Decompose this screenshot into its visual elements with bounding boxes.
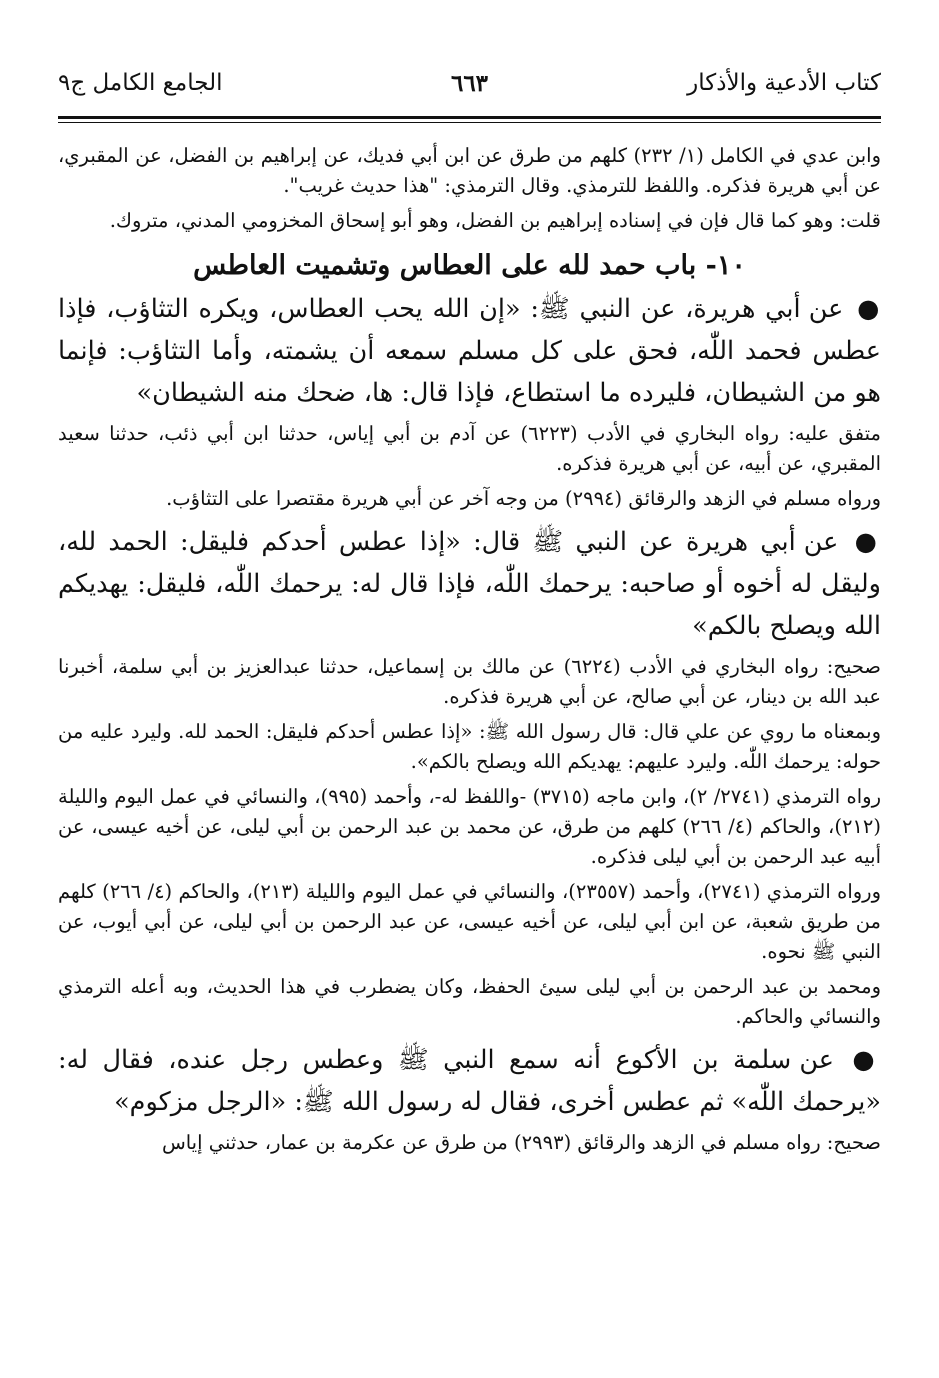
footnote-paragraph: قلت: وهو كما قال فإن في إسناده إبراهيم بن الفضل، وهو أبو إسحاق المخزومي المدني، متروك. xyxy=(109,209,881,232)
header-volume-title: الجامع الكامل ج٩ xyxy=(58,70,223,96)
footnote-paragraph: ورواه مسلم في الزهد والرقائق (٢٩٩٤) من وجه آخر عن أبي هريرة مقتصرا على التثاؤب. xyxy=(166,487,881,510)
book-page xyxy=(58,70,881,1158)
hadith-text: عن أبي هريرة عن النبي ﷺ قال: «إذا عطس أحدكم فليقل: الحمد لله، وليقل له أخوه أو صاحبه: يرحمك اللّٰه، فإذا قال له: يرحمك اللّٰه، فليقل: يهديكم الله ويصلح بالكم» xyxy=(58,527,881,641)
header-rule-thin xyxy=(58,122,881,123)
page-number: ٦٦٣ xyxy=(450,70,489,97)
bullet-icon: ● xyxy=(857,294,881,324)
hadith-text: عن أبي هريرة، عن النبي ﷺ: «إن الله يحب العطاس، ويكره التثاؤب، فإذا عطس فحمد اللّٰه، فحق على كل مسلم سمعه أن يشمته، وأما التثاؤب: فإنما هو من الشيطان، فليرده ما استطاع، فإذا قال: ها، ضحك منه الشيطان» xyxy=(58,294,881,408)
bullet-icon: ● xyxy=(854,527,881,557)
footnote-paragraph: صحيح: رواه مسلم في الزهد والرقائق (٢٩٩٣) من طرق عن عكرمة بن عمار، حدثني إياس xyxy=(161,1131,881,1154)
hadith-paragraph xyxy=(58,1039,881,1123)
footnote-paragraph: متفق عليه: رواه البخاري في الأدب (٦٢٢٣) عن آدم بن أبي إياس، حدثنا ابن أبي ذئب، حدثنا سعيد المقبري، عن أبيه، عن أبي هريرة فذكره. xyxy=(58,422,881,475)
footnote-paragraph: صحيح: رواه البخاري في الأدب (٦٢٢٤) عن مالك بن إسماعيل، حدثنا عبدالعزيز بن أبي سلمة، أخبرنا عبد الله بن دينار، عن أبي صالح، عن أبي هريرة فذكره. xyxy=(58,655,881,708)
hadith-text: عن سلمة بن الأكوع أنه سمع النبي ﷺ وعطس رجل عنده، فقال له: «يرحمك اللّٰه» ثم عطس أخرى، فقال له رسول الله ﷺ: «الرجل مزكوم» xyxy=(58,1045,881,1117)
bullet-icon: ● xyxy=(852,1045,881,1075)
footnote-paragraph: وبمعناه ما روي عن علي قال: قال رسول الله ﷺ: «إذا عطس أحدكم فليقل: الحمد لله. وليرد عليه من حوله: يرحمك اللّٰه. وليرد عليهم: يهديكم الله ويصلح بالكم». xyxy=(58,720,881,773)
chapter-heading: ١٠- باب حمد لله على العطاس وتشميت العاطس xyxy=(193,250,746,281)
header-book-title: كتاب الأدعية والأذكار xyxy=(687,70,881,96)
footnote-paragraph: وابن عدي في الكامل (١/ ٢٣٢) كلهم من طرق عن ابن أبي فديك، عن إبراهيم بن الفضل، عن المقبري، عن أبي هريرة فذكره. واللفظ للترمذي. وقال الترمذي: "هذا حديث غريب". xyxy=(58,144,882,197)
footnote-paragraph: رواه الترمذي (٢٧٤١/ ٢)، وابن ماجه (٣٧١٥) -واللفظ له-، وأحمد (٩٩٥)، والنسائي في عمل اليوم والليلة (٢١٢)، والحاكم (٤/ ٢٦٦) كلهم من طرق، عن محمد بن عبد الرحمن بن أبي ليلى، عن أخيه عيسى، عن أبيه عبد الرحمن بن أبي ليلى فذكره. xyxy=(58,785,881,868)
hadith-paragraph xyxy=(58,288,881,414)
page-header xyxy=(58,70,881,106)
footnote-paragraph: ورواه الترمذي (٢٧٤١)، وأحمد (٢٣٥٥٧)، والنسائي في عمل اليوم والليلة (٢١٣)، والحاكم (٤/ ٢٦٦) كلهم من طريق شعبة، عن ابن أبي ليلى، عن أخيه عيسى، عن عبد الرحمن بن أبي ليلى، عن أبي أيوب، عن النبي ﷺ نحوه. xyxy=(58,880,881,963)
header-rule-thick xyxy=(58,116,881,119)
hadith-paragraph xyxy=(58,521,881,647)
footnote-paragraph: ومحمد بن عبد الرحمن بن أبي ليلى سيئ الحفظ، وكان يضطرب في هذا الحديث، وبه أعله الترمذي والنسائي والحاكم. xyxy=(58,975,881,1028)
